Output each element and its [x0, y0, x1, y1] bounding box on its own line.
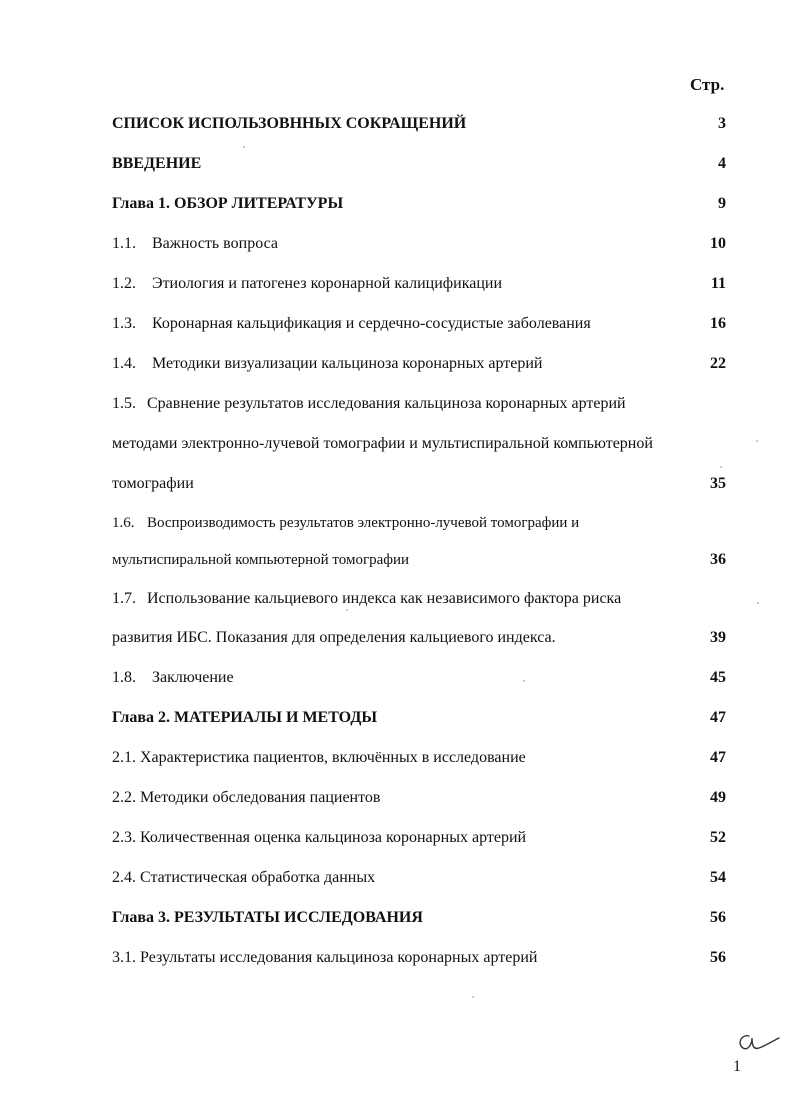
toc-entry-1-5-line-2 [112, 433, 726, 455]
section-title: Важность вопроса [152, 235, 278, 252]
toc-entry-page: 56 [710, 949, 726, 966]
section-title: Использование кальциевого индекса как независимого фактора риска [147, 590, 622, 607]
toc-entry-introduction [112, 153, 726, 175]
toc-entry-title: 2.1. Характеристика пациентов, включённых в исследование [112, 749, 526, 766]
page-number: 1 [733, 1058, 741, 1075]
toc-entry-1-7-line-2 [112, 627, 726, 649]
toc-entry-chapter-2 [112, 707, 726, 729]
toc-entry-page: 35 [710, 475, 726, 492]
toc-entry-1-2 [112, 273, 726, 295]
toc-entry-page: 11 [710, 275, 726, 292]
page-column-label: Стр. [690, 75, 725, 94]
section-number: 1.7. [112, 590, 136, 607]
section-title: Коронарная кальцификация и сердечно-сосудистые заболевания [152, 315, 591, 332]
section-number: 1.5. [112, 395, 136, 412]
toc-entry-page: 39 [710, 629, 726, 646]
section-title: Этиология и патогенез коронарной калицификации [152, 275, 503, 292]
section-title-continued: томографии [112, 475, 194, 492]
section-title: Методики визуализации кальциноза коронарных артерий [152, 355, 543, 372]
toc-entry-2-2 [112, 787, 726, 809]
toc-entry-title: 2.2. Методики обследования пациентов [112, 789, 381, 806]
toc-entry-2-4 [112, 867, 726, 889]
toc-entry-1-5-line-3 [112, 473, 726, 495]
toc-entry-page: 45 [710, 669, 726, 686]
toc-entry-1-4 [112, 353, 726, 375]
toc-entry-2-1 [112, 747, 726, 769]
toc-entry-page: 9 [718, 195, 726, 212]
toc-entry-page: 22 [710, 355, 726, 372]
scan-speck [472, 996, 474, 998]
toc-entry-1-7-line-1 [112, 588, 726, 610]
toc-entry-2-3 [112, 827, 726, 849]
toc-entry-title [112, 313, 591, 335]
scan-speck [757, 602, 759, 604]
toc-entry-title: Глава 2. МАТЕРИАЛЫ И МЕТОДЫ [112, 709, 378, 726]
toc-entry-title [112, 588, 621, 610]
toc-entry-1-5-line-1 [112, 393, 726, 415]
toc-entry-title [112, 512, 579, 534]
section-number: 1.6. [112, 515, 135, 531]
toc-entry-title [112, 273, 502, 295]
handwritten-initial-mark [735, 1030, 781, 1058]
toc-entry-title [112, 667, 234, 689]
toc-entry-title: 2.4. Статистическая обработка данных [112, 869, 376, 886]
toc-entry-page: 52 [710, 829, 726, 846]
section-number: 1.2. [112, 275, 136, 292]
toc-entry-1-3 [112, 313, 726, 335]
section-number: 1.3. [112, 315, 136, 332]
toc-entry-1-6-line-2 [112, 549, 726, 571]
toc-entry-page: 54 [710, 869, 726, 886]
toc-entry-title: Глава 3. РЕЗУЛЬТАТЫ ИССЛЕДОВАНИЯ [112, 909, 423, 926]
section-title-continued: мультиспиральной компьютерной томографии [112, 552, 410, 568]
toc-entry-1-6-line-1 [112, 512, 726, 534]
toc-entry-title [112, 393, 626, 415]
toc-entry-abbreviations [112, 113, 726, 135]
toc-entry-page: 47 [710, 749, 726, 766]
toc-entry-title: СПИСОК ИСПОЛЬЗОВННЫХ СОКРАЩЕНИЙ [112, 115, 467, 132]
scan-speck [523, 680, 525, 682]
scan-speck [346, 609, 348, 611]
section-title-continued: развития ИБС. Показания для определения кальциевого индекса. [112, 629, 556, 646]
scan-speck [720, 466, 722, 468]
section-number: 1.8. [112, 669, 136, 686]
toc-entry-page: 16 [710, 315, 726, 332]
toc-entry-1-8 [112, 667, 726, 689]
toc-entry-page: 47 [710, 709, 726, 726]
section-number: 1.4. [112, 355, 136, 372]
toc-entry-title [112, 353, 542, 375]
scan-speck [243, 146, 245, 148]
toc-entry-title: ВВЕДЕНИЕ [112, 155, 202, 172]
toc-entry-page: 4 [718, 155, 726, 172]
toc-entry-1-1 [112, 233, 726, 255]
section-number: 1.1. [112, 235, 136, 252]
toc-entry-3-1 [112, 947, 726, 969]
toc-entry-page: 56 [710, 909, 726, 926]
section-title: Воспроизводимость результатов электронно-лучевой томографии и [147, 515, 580, 531]
toc-entry-chapter-3 [112, 907, 726, 929]
toc-entry-chapter-1 [112, 193, 726, 215]
section-title: Сравнение результатов исследования кальциноза коронарных артерий [147, 395, 626, 412]
toc-entry-page: 3 [718, 115, 726, 132]
toc-entry-page: 49 [710, 789, 726, 806]
toc-entry-page: 10 [710, 235, 726, 252]
toc-entry-title: 3.1. Результаты исследования кальциноза коронарных артерий [112, 949, 538, 966]
section-title-continued: методами электронно-лучевой томографии и мультиспиральной компьютерной [112, 435, 653, 452]
toc-entry-title [112, 233, 278, 255]
scan-speck [756, 440, 758, 442]
section-title: Заключение [152, 669, 234, 686]
toc-entry-page: 36 [710, 551, 726, 568]
toc-entry-title: Глава 1. ОБЗОР ЛИТЕРАТУРЫ [112, 195, 344, 212]
toc-entry-title: 2.3. Количественная оценка кальциноза коронарных артерий [112, 829, 527, 846]
